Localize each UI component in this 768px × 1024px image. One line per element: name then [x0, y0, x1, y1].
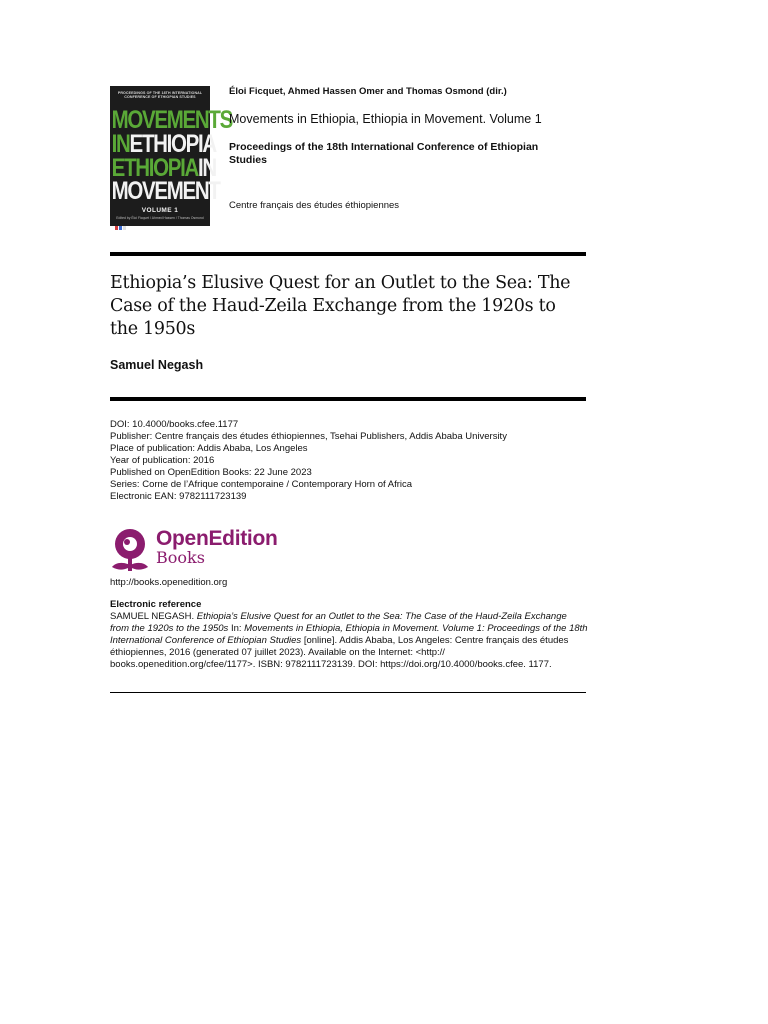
- meta-place: Place of publication: Addis Ababa, Los Angeles: [110, 443, 308, 454]
- meta-series: Series: Corne de l’Afrique contemporaine / Contemporary Horn of Africa: [110, 479, 413, 490]
- divider-bottom: [110, 692, 586, 693]
- cover-title-line-3a: ETHIOPIA: [111, 154, 198, 182]
- book-subtitle: Proceedings of the 18th International Conference of Ethiopian Studies: [229, 141, 539, 166]
- chapter-title: Ethiopia’s Elusive Quest for an Outlet to the Sea: The Case of the Haud-Zeila Exchange from the 1920s to the 1950s: [110, 273, 571, 339]
- reference-book: Movements in Ethiopia, Ethiopia in Movement. Volume 1: Proceedings of the 18th International Conference of Ethiopian Studies: [110, 623, 588, 646]
- cover-title-line-3b: IN: [197, 154, 216, 182]
- reference-title: Ethiopia’s Elusive Quest for an Outlet to the Sea: The Case of the Haud-Zeila Exchange from the 1920s to the 1950s: [110, 611, 567, 634]
- meta-year: Year of publication: 2016: [110, 455, 215, 466]
- divider-top: [110, 252, 586, 256]
- reference-author: SAMUEL NEGASH.: [110, 611, 195, 622]
- book-authors: Éloi Ficquet, Ahmed Hassen Omer and Thomas Osmond (dir.): [229, 86, 507, 97]
- book-cover-image: [110, 86, 232, 226]
- openedition-books-logo[interactable]: [110, 527, 290, 573]
- cover-publisher-logos: [115, 217, 127, 221]
- cover-editors: Edited by Éloi Ficquet / Ahmed Hassen / Thomas Osmond: [116, 216, 204, 220]
- book-title: Movements in Ethiopia, Ethiopia in Movement. Volume 1: [229, 112, 542, 126]
- reference-in-label: In:: [230, 623, 242, 634]
- cover-title-line-2b: ETHIOPIA: [129, 130, 216, 158]
- cover-volume: VOLUME 1: [141, 207, 179, 214]
- cover-title-line-4: MOVEMENT: [111, 177, 220, 205]
- cover-title-line-1: MOVEMENTS: [111, 106, 232, 134]
- meta-published-on: Published on OpenEdition Books: 22 June 2023: [110, 467, 312, 478]
- openedition-flower-icon: [110, 527, 150, 573]
- openedition-books-text: Books: [156, 548, 205, 567]
- reference-body: [110, 611, 588, 671]
- openedition-brand-text: OpenEdition: [156, 527, 278, 550]
- chapter-author: Samuel Negash: [110, 358, 204, 372]
- meta-publisher: Publisher: Centre français des études éthiopiennes, Tsehai Publishers, Addis Ababa University: [110, 431, 507, 442]
- cover-series-text: PROCEEDINGS OF THE 18TH INTERNATIONAL CONFERENCE OF ETHIOPIAN STUDIES: [117, 91, 203, 100]
- book-publisher: Centre français des études éthiopiennes: [229, 200, 400, 211]
- reference-heading: Electronic reference: [110, 599, 202, 610]
- openedition-url-link[interactable]: http://books.openedition.org: [110, 577, 228, 588]
- cover-title-line-2a: IN: [111, 130, 130, 158]
- meta-doi[interactable]: DOI: 10.4000/books.cfee.1177: [110, 419, 239, 430]
- reference-details: [online]. Addis Ababa, Los Angeles: Centre français des études éthiopiennes, 2016 (generated 07 juillet 2023). Available on the Internet: <http:// books.openedition.org/cfee/1177>. ISBN: 9782111723139. DOI: https://doi.org/10.4000/books.cfee. 1177.: [110, 635, 569, 670]
- meta-ean: Electronic EAN: 9782111723139: [110, 491, 247, 502]
- divider-middle: [110, 397, 586, 401]
- publication-metadata: [110, 419, 507, 503]
